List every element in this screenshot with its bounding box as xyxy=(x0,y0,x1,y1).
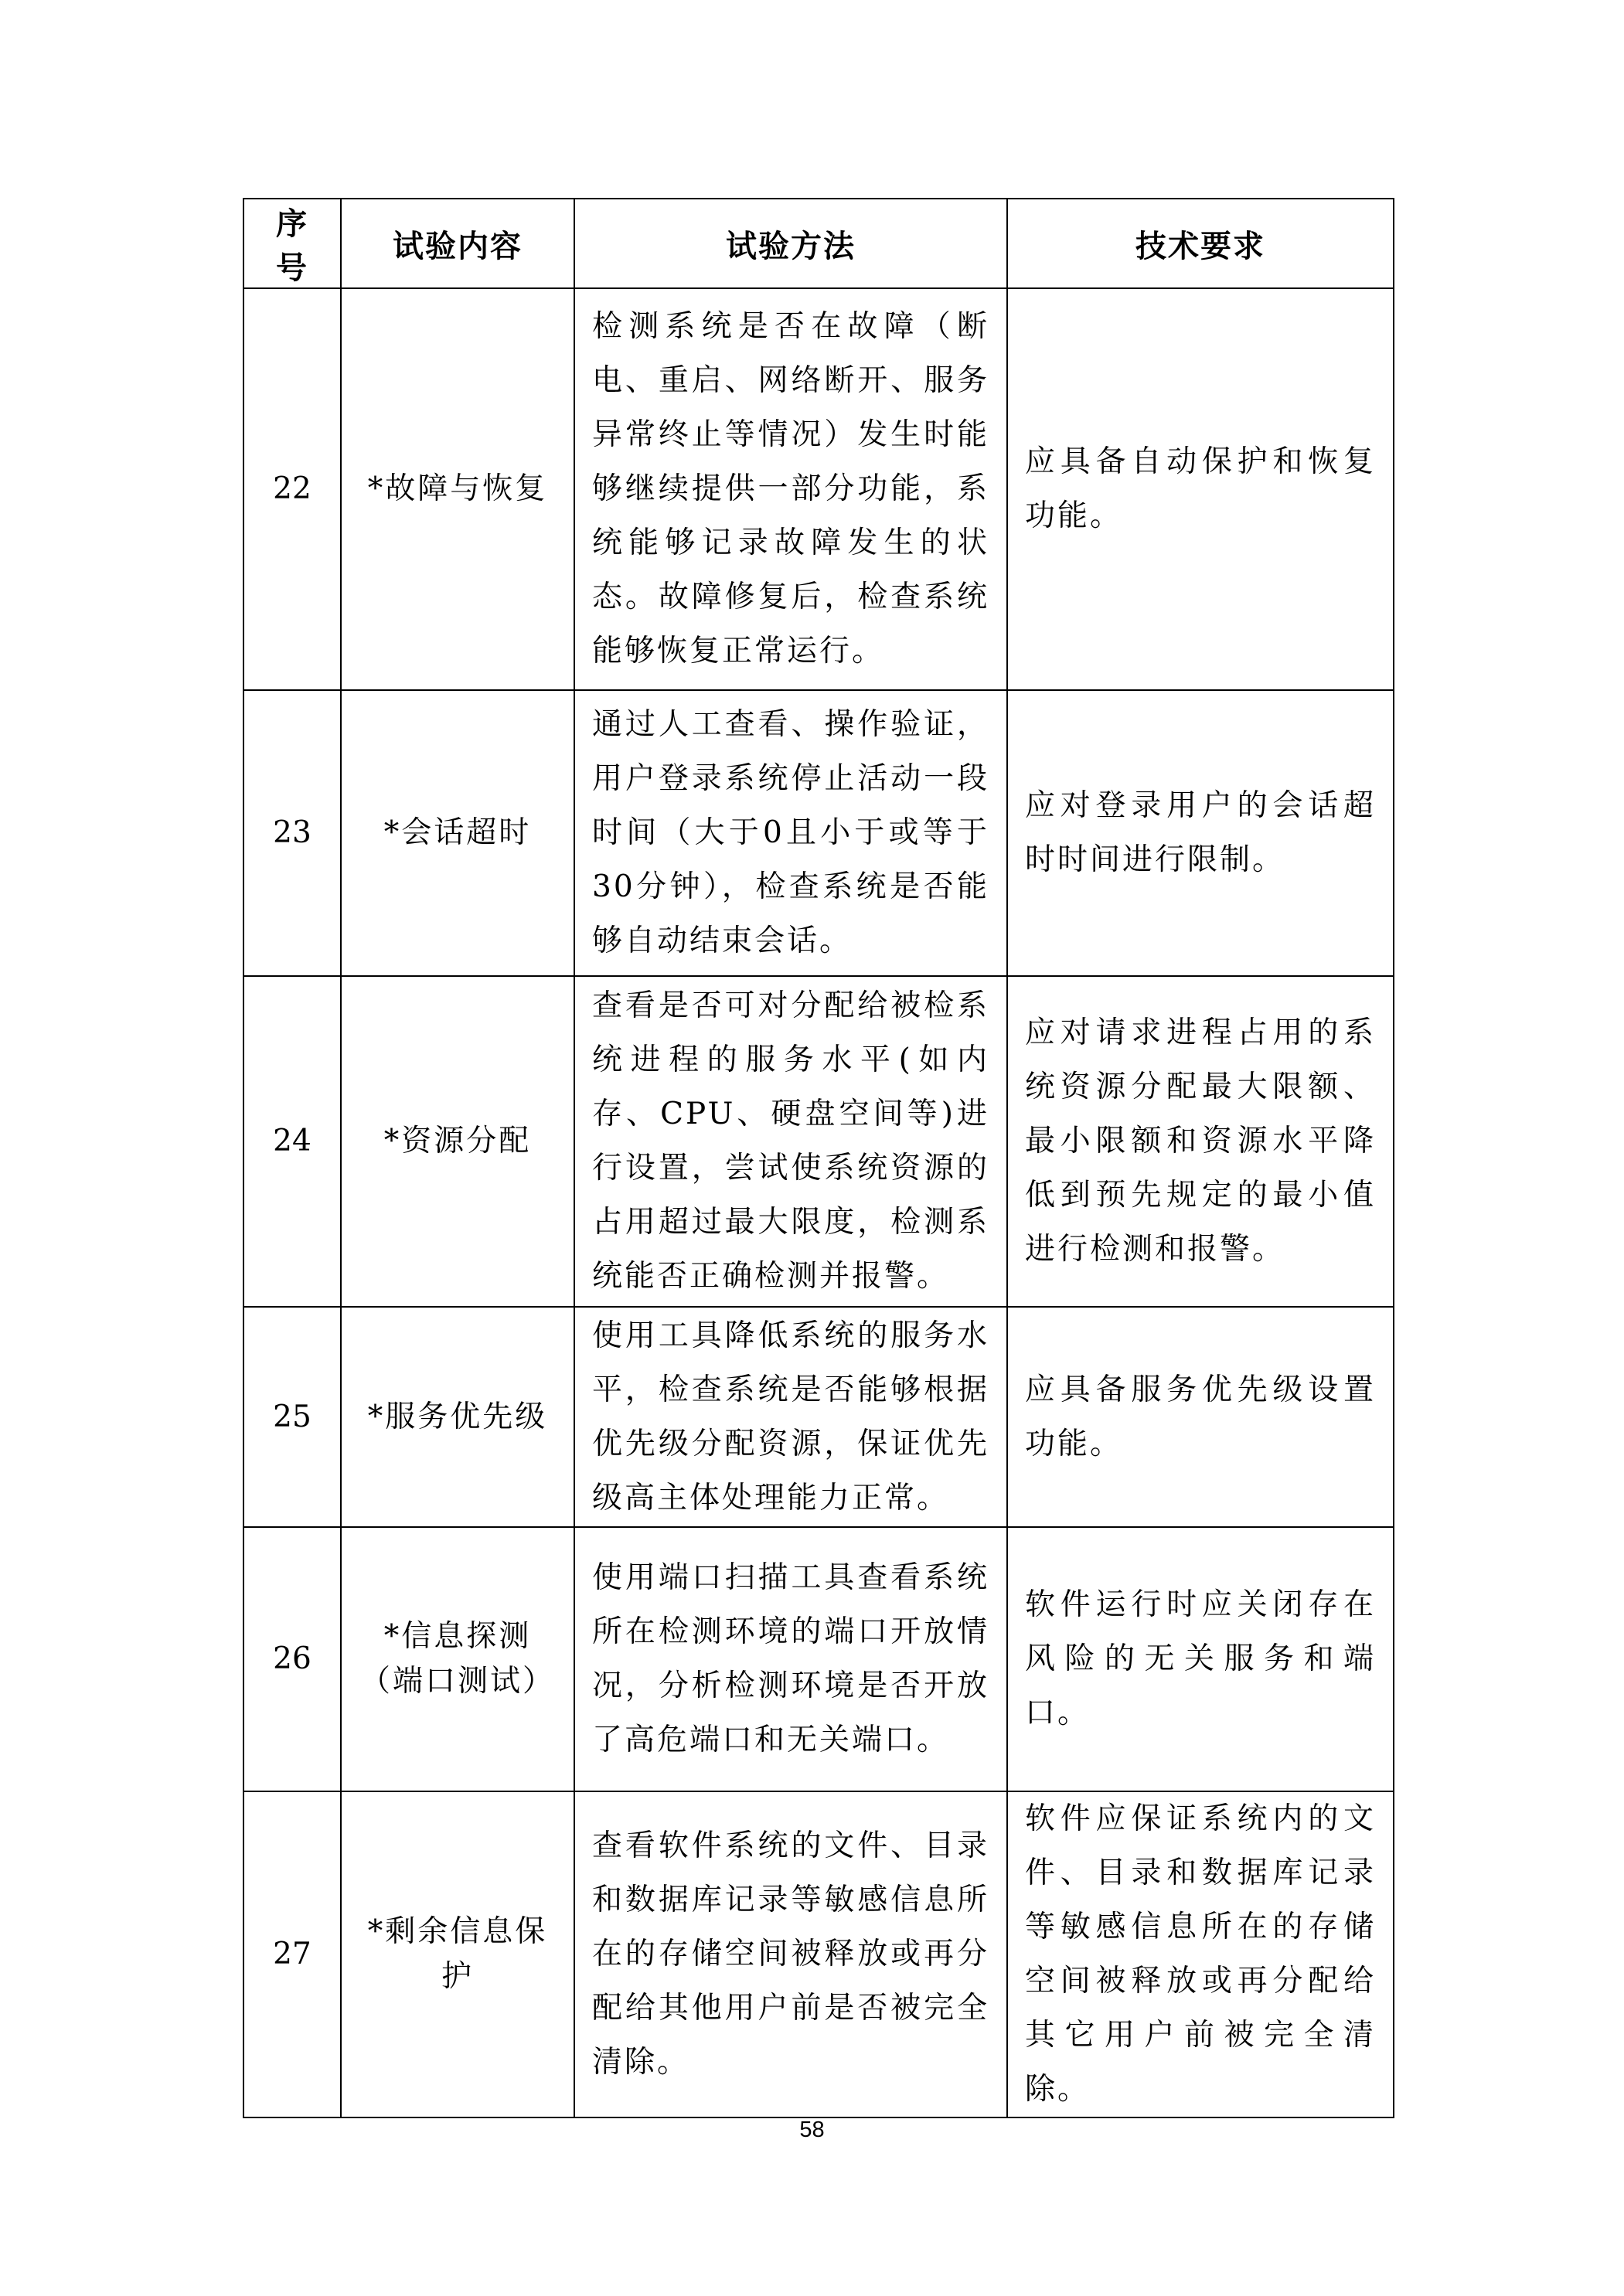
header-test-item: 试验内容 xyxy=(341,199,574,288)
header-technical-requirement: 技术要求 xyxy=(1007,199,1394,288)
table-row xyxy=(243,1791,1394,2117)
row-number: 23 xyxy=(243,690,341,976)
row-requirement: 应对登录用户的会话超时时间进行限制。 xyxy=(1007,690,1394,976)
row-test-item: *资源分配 xyxy=(341,976,574,1307)
table-row xyxy=(243,1307,1394,1527)
table-row xyxy=(243,1527,1394,1791)
header-test-method: 试验方法 xyxy=(574,199,1007,288)
row-test-method: 查看软件系统的文件、目录和数据库记录等敏感信息所在的存储空间被释放或再分配给其他用户前是否被完全清除。 xyxy=(574,1791,1007,2117)
table-row xyxy=(243,288,1394,690)
row-test-method: 检测系统是否在故障（断电、重启、网络断开、服务异常终止等情况）发生时能够继续提供一部分功能，系统能够记录故障发生的状态。故障修复后，检查系统能够恢复正常运行。 xyxy=(574,288,1007,690)
row-number: 27 xyxy=(243,1791,341,2117)
row-requirement: 应具备服务优先级设置功能。 xyxy=(1007,1307,1394,1527)
row-number: 25 xyxy=(243,1307,341,1527)
row-test-item: *故障与恢复 xyxy=(341,288,574,690)
row-number: 26 xyxy=(243,1527,341,1791)
test-spec-table xyxy=(243,198,1394,2118)
row-number: 22 xyxy=(243,288,341,690)
row-requirement: 应具备自动保护和恢复功能。 xyxy=(1007,288,1394,690)
row-test-item: *剩余信息保护 xyxy=(341,1791,574,2117)
row-test-method: 查看是否可对分配给被检系统进程的服务水平(如内存、CPU、硬盘空间等)进行设置，尝试使系统资源的占用超过最大限度，检测系统能否正确检测并报警。 xyxy=(574,976,1007,1307)
row-requirement: 软件运行时应关闭存在风险的无关服务和端口。 xyxy=(1007,1527,1394,1791)
row-test-item: *信息探测（端口测试） xyxy=(341,1527,574,1791)
row-test-method: 使用端口扫描工具查看系统所在检测环境的端口开放情况，分析检测环境是否开放了高危端口和无关端口。 xyxy=(574,1527,1007,1791)
page-number: 58 xyxy=(799,2117,825,2142)
table-header-row xyxy=(243,199,1394,288)
table-row xyxy=(243,976,1394,1307)
row-requirement: 应对请求进程占用的系统资源分配最大限额、最小限额和资源水平降低到预先规定的最小值进行检测和报警。 xyxy=(1007,976,1394,1307)
table-row xyxy=(243,690,1394,976)
row-requirement: 软件应保证系统内的文件、目录和数据库记录等敏感信息所在的存储空间被释放或再分配给其它用户前被完全清除。 xyxy=(1007,1791,1394,2117)
header-serial-number: 序号 xyxy=(243,199,341,288)
row-number: 24 xyxy=(243,976,341,1307)
row-test-method: 使用工具降低系统的服务水平，检查系统是否能够根据优先级分配资源，保证优先级高主体处理能力正常。 xyxy=(574,1307,1007,1527)
row-test-item: *会话超时 xyxy=(341,690,574,976)
row-test-item: *服务优先级 xyxy=(341,1307,574,1527)
row-test-method: 通过人工查看、操作验证，用户登录系统停止活动一段时间（大于0且小于或等于30分钟），检查系统是否能够自动结束会话。 xyxy=(574,690,1007,976)
